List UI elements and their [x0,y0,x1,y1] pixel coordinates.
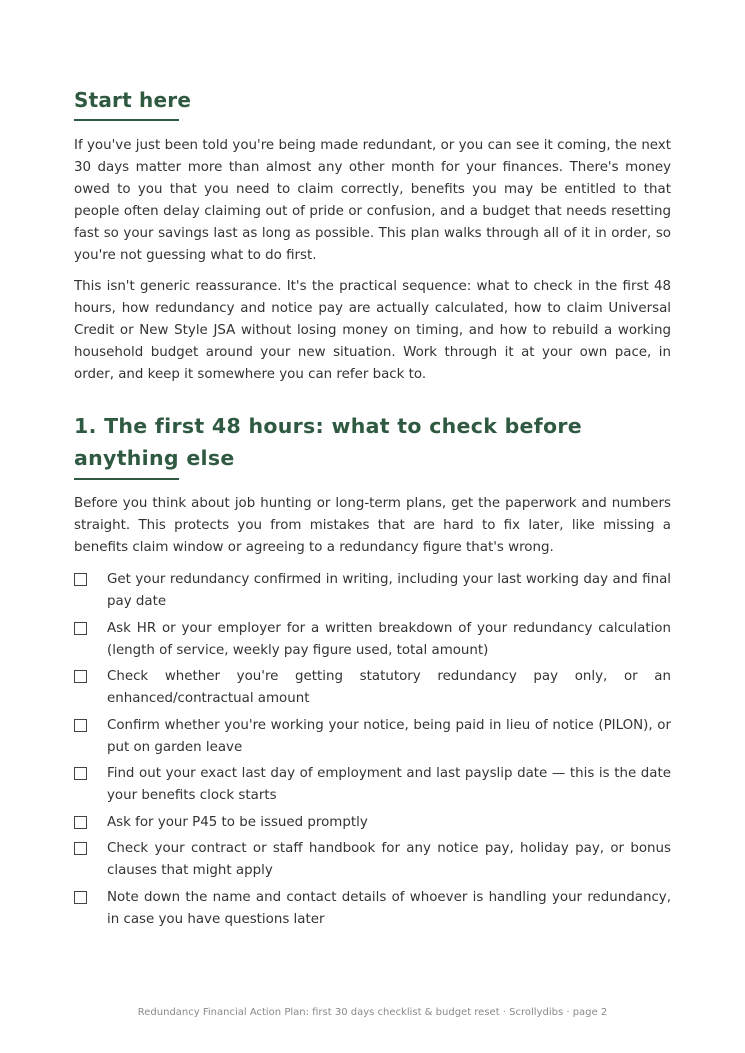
checklist-item-text: Ask HR or your employer for a written breakdown of your redundancy calculation (length of service, weekly pay figure used, total amount) [107,620,671,658]
section-intro-paragraph: Before you think about job hunting or long-term plans, get the paperwork and numbers straight. This protects you from mistakes that are hard to fix later, like missing a benefits claim window or agreeing to a redundancy figure that's wrong. [74,496,671,555]
checklist-item-text: Check whether you're getting statutory redundancy pay only, or an enhanced/contractual amount [107,669,671,706]
checkbox-icon[interactable] [74,670,87,683]
intro-paragraph-2: This isn't generic reassurance. It's the practical sequence: what to check in the first 48 hours, how redundancy and notice pay are actually calculated, how to claim Universal Credit or New Style JSA without losing money on timing, and how to rebuild a working household budget around your new situation. Work through it at your own pace, in order, and keep it somewhere you can refer back to. [74,279,671,382]
checkbox-icon[interactable] [74,719,87,732]
checklist [74,569,671,935]
section-heading-first-48-hours: 1. The first 48 hours: what to check before anything else [74,414,582,470]
checklist-item [74,838,671,882]
checklist-item-text: Confirm whether you're working your notice, being paid in lieu of notice (PILON), or put on garden leave [107,717,671,755]
checklist-item-text: Find out your exact last day of employment and last payslip date — this is the date your benefits clock starts [107,766,671,803]
checkbox-icon[interactable] [74,816,87,829]
checkbox-icon[interactable] [74,573,87,586]
checklist-item-text: Get your redundancy confirmed in writing, including your last working day and final pay date [107,572,671,609]
checkbox-icon[interactable] [74,891,87,904]
checklist-item [74,715,671,759]
page-footer: Redundancy Financial Action Plan: first 30 days checklist & budget reset · Scrollydibs · page 2 [137,1007,608,1018]
checklist-item [74,666,671,710]
checklist-item [74,618,671,662]
checklist-item [74,763,671,807]
checklist-item [74,812,671,834]
checkbox-icon[interactable] [74,622,87,635]
heading-underline [74,119,179,121]
checklist-item-text: Note down the name and contact details of whoever is handling your redundancy, in case you have questions later [107,889,671,927]
checkbox-icon[interactable] [74,842,87,855]
section-heading-start-here: Start here [74,88,192,112]
checklist-item-text: Ask for your P45 to be issued promptly [107,814,368,830]
checklist-item [74,887,671,931]
heading-underline [74,478,179,480]
checklist-item [74,569,671,613]
intro-paragraph-1: If you've just been told you're being made redundant, or you can see it coming, the next 30 days matter more than almost any other month for your finances. There's money owed to you that you need to claim correctly, benefits you may be entitled to that people often delay claiming out of pride or confusion, and a budget that needs resetting fast so your savings last as long as possible. This plan walks through all of it in order, so you're not guessing what to do first. [74,138,671,263]
checklist-item-text: Check your contract or staff handbook for any notice pay, holiday pay, or bonus clauses that might apply [107,841,671,878]
checkbox-icon[interactable] [74,767,87,780]
